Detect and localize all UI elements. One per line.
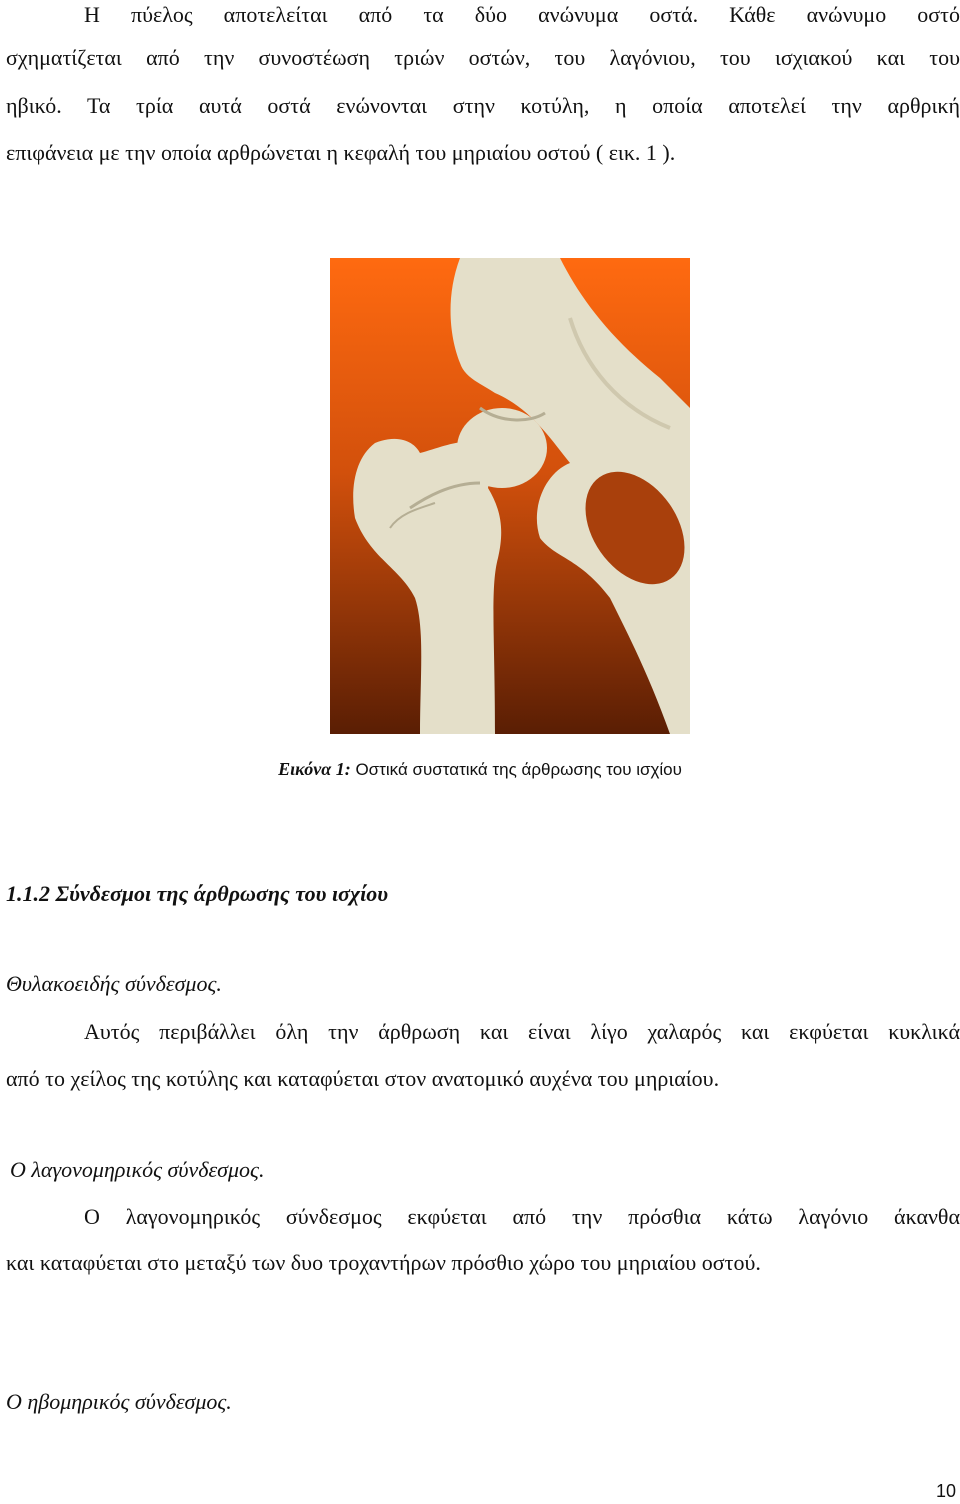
ligament-title: Ο ηβομηρικός σύνδεσμος. [6,1389,232,1414]
paragraph-line: Αυτός περιβάλλει όλη την άρθρωση και είναι λίγο χαλαρός και εκφύεται κυκλικά [84,1019,960,1044]
paragraph-line: σχηματίζεται από την συνοστέωση τριών οστών, του λαγόνιου, του ισχιακού και του [6,45,960,70]
hip-joint-illustration [330,258,690,734]
ligament-title: Θυλακοειδής σύνδεσμος. [6,971,222,996]
paragraph-line: επιφάνεια με την οποία αρθρώνεται η κεφαλή του μηριαίου οστού ( εικ. 1 ). [6,140,676,165]
paragraph-line: Ο λαγονομηρικός σύνδεσμος εκφύεται από την πρόσθια κάτω λαγόνιο άκανθα [84,1204,960,1229]
paragraph-line: Η πύελος αποτελείται από τα δύο ανώνυμα οστά. Κάθε ανώνυμο οστό [84,2,960,27]
hip-joint-figure [330,258,690,734]
section-heading: 1.1.2 Σύνδεσμοι της άρθρωσης του ισχίου [6,881,389,906]
page-number: 10 [935,1481,956,1501]
paragraph-line: ηβικό. Τα τρία αυτά οστά ενώνονται στην κοτύλη, η οποία αποτελεί την αρθρική [6,93,960,118]
paragraph-line: και καταφύεται στο μεταξύ των δυο τροχαντήρων πρόσθιο χώρο του μηριαίου οστού. [6,1250,761,1275]
figure-caption [0,759,960,780]
caption-label: Εικόνα 1: [278,759,351,779]
paragraph-line: από το χείλος της κοτύλης και καταφύεται στον ανατομικό αυχένα του μηριαίου. [6,1066,720,1091]
caption-text: Οστικά συστατικά της άρθρωσης του ισχίου [350,760,682,779]
ligament-title: Ο λαγονομηρικός σύνδεσμος. [10,1157,265,1182]
